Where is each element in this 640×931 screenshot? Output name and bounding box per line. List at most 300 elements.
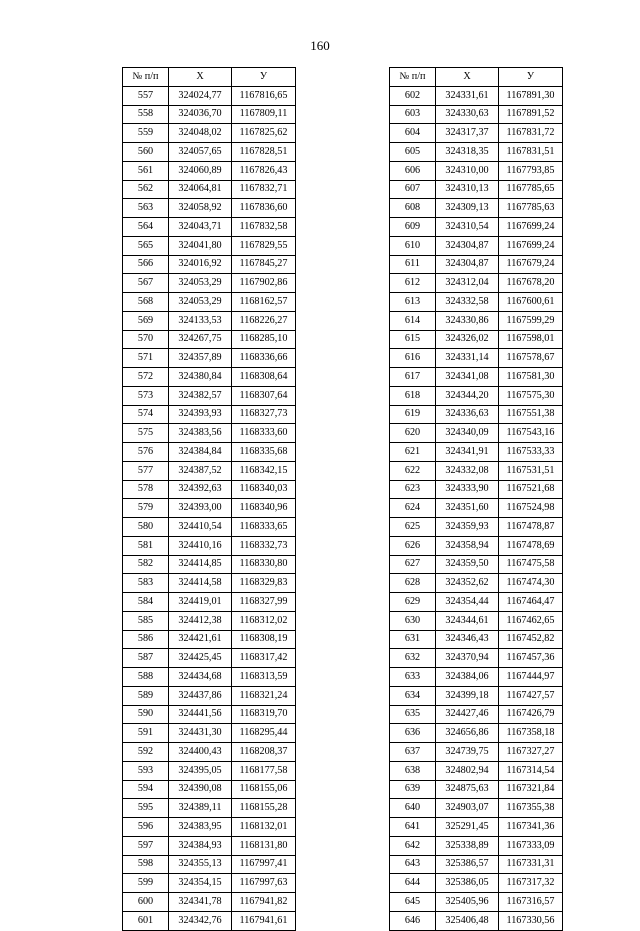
cell-number: 569 [123, 311, 169, 330]
cell-x: 324354,44 [436, 593, 499, 612]
table-row [390, 124, 563, 143]
cell-number: 572 [123, 368, 169, 387]
cell-number: 621 [390, 443, 436, 462]
cell-number: 599 [123, 874, 169, 893]
table-row [123, 743, 296, 762]
table-row [123, 180, 296, 199]
table-row [123, 574, 296, 593]
cell-x: 324419,01 [169, 593, 232, 612]
cell-x: 324875,63 [436, 780, 499, 799]
cell-number: 616 [390, 349, 436, 368]
table-row [123, 480, 296, 499]
cell-y: 1168312,02 [232, 611, 296, 630]
table-row [390, 911, 563, 930]
cell-number: 620 [390, 424, 436, 443]
table-row [390, 761, 563, 780]
cell-number: 630 [390, 611, 436, 630]
cell-x: 324332,08 [436, 461, 499, 480]
cell-number: 605 [390, 143, 436, 162]
cell-x: 324267,75 [169, 330, 232, 349]
cell-x: 324359,93 [436, 518, 499, 537]
cell-x: 324355,13 [169, 855, 232, 874]
cell-y: 1167444,97 [499, 668, 563, 687]
table-row [390, 330, 563, 349]
table-row [123, 724, 296, 743]
cell-y: 1167462,65 [499, 611, 563, 630]
cell-x: 324133,53 [169, 311, 232, 330]
cell-number: 592 [123, 743, 169, 762]
cell-y: 1167598,01 [499, 330, 563, 349]
cell-number: 638 [390, 761, 436, 780]
table-row [123, 274, 296, 293]
cell-y: 1167678,20 [499, 274, 563, 293]
cell-y: 1167317,32 [499, 874, 563, 893]
cell-x: 324333,90 [436, 480, 499, 499]
cell-y: 1168342,15 [232, 461, 296, 480]
cell-x: 325291,45 [436, 818, 499, 837]
table-row [390, 293, 563, 312]
cell-y: 1168333,65 [232, 518, 296, 537]
cell-y: 1167679,24 [499, 255, 563, 274]
cell-x: 324393,93 [169, 405, 232, 424]
cell-x: 324331,14 [436, 349, 499, 368]
cell-x: 324352,62 [436, 574, 499, 593]
cell-number: 600 [123, 893, 169, 912]
table-row [123, 424, 296, 443]
cell-x: 324410,16 [169, 536, 232, 555]
cell-x: 324421,61 [169, 630, 232, 649]
cell-number: 597 [123, 836, 169, 855]
cell-number: 645 [390, 893, 436, 912]
cell-x: 324384,06 [436, 668, 499, 687]
cell-x: 324383,95 [169, 818, 232, 837]
cell-number: 629 [390, 593, 436, 612]
coordinates-table-right [389, 67, 563, 931]
cell-y: 1168329,83 [232, 574, 296, 593]
cell-y: 1167891,52 [499, 105, 563, 124]
cell-x: 324332,58 [436, 293, 499, 312]
cell-y: 1167355,38 [499, 799, 563, 818]
cell-y: 1167816,65 [232, 86, 296, 105]
cell-number: 580 [123, 518, 169, 537]
table-row [123, 499, 296, 518]
cell-y: 1167578,67 [499, 349, 563, 368]
cell-y: 1167902,86 [232, 274, 296, 293]
table-row [123, 761, 296, 780]
table-row [390, 349, 563, 368]
table-row [123, 386, 296, 405]
table-row [390, 255, 563, 274]
cell-x: 324310,13 [436, 180, 499, 199]
cell-number: 570 [123, 330, 169, 349]
cell-x: 324016,92 [169, 255, 232, 274]
cell-number: 602 [390, 86, 436, 105]
cell-y: 1167575,30 [499, 386, 563, 405]
cell-y: 1168336,66 [232, 349, 296, 368]
table-row [123, 349, 296, 368]
table-row [123, 311, 296, 330]
cell-number: 587 [123, 649, 169, 668]
cell-y: 1167832,71 [232, 180, 296, 199]
cell-x: 324048,02 [169, 124, 232, 143]
table-row [390, 743, 563, 762]
table-row [123, 911, 296, 930]
cell-number: 577 [123, 461, 169, 480]
cell-y: 1167426,79 [499, 705, 563, 724]
cell-y: 1167457,36 [499, 649, 563, 668]
cell-y: 1167330,56 [499, 911, 563, 930]
cell-x: 325386,05 [436, 874, 499, 893]
cell-number: 626 [390, 536, 436, 555]
cell-y: 1167341,36 [499, 818, 563, 837]
cell-y: 1167600,61 [499, 293, 563, 312]
cell-y: 1167452,82 [499, 630, 563, 649]
cell-x: 324427,46 [436, 705, 499, 724]
cell-x: 324340,09 [436, 424, 499, 443]
header-x: Х [169, 68, 232, 87]
cell-y: 1168308,19 [232, 630, 296, 649]
table-row [123, 893, 296, 912]
cell-number: 628 [390, 574, 436, 593]
cell-x: 324739,75 [436, 743, 499, 762]
cell-number: 611 [390, 255, 436, 274]
table-row [390, 536, 563, 555]
cell-number: 558 [123, 105, 169, 124]
table-row [390, 161, 563, 180]
cell-y: 1167699,24 [499, 218, 563, 237]
table-row [390, 555, 563, 574]
cell-x: 324053,29 [169, 293, 232, 312]
cell-x: 324342,76 [169, 911, 232, 930]
cell-x: 324395,05 [169, 761, 232, 780]
table-row [390, 143, 563, 162]
cell-number: 627 [390, 555, 436, 574]
cell-x: 324058,92 [169, 199, 232, 218]
cell-y: 1167845,27 [232, 255, 296, 274]
cell-x: 324060,89 [169, 161, 232, 180]
table-row [390, 630, 563, 649]
cell-number: 642 [390, 836, 436, 855]
cell-y: 1168208,37 [232, 743, 296, 762]
cell-y: 1167358,18 [499, 724, 563, 743]
cell-x: 324382,57 [169, 386, 232, 405]
cell-number: 603 [390, 105, 436, 124]
cell-number: 586 [123, 630, 169, 649]
cell-number: 575 [123, 424, 169, 443]
table-row [123, 461, 296, 480]
table-row [390, 836, 563, 855]
table-row [390, 236, 563, 255]
cell-y: 1168330,80 [232, 555, 296, 574]
header-y: У [232, 68, 296, 87]
cell-number: 625 [390, 518, 436, 537]
cell-x: 325338,89 [436, 836, 499, 855]
cell-y: 1168177,58 [232, 761, 296, 780]
cell-x: 324041,80 [169, 236, 232, 255]
cell-x: 325405,96 [436, 893, 499, 912]
cell-number: 613 [390, 293, 436, 312]
cell-y: 1167531,51 [499, 461, 563, 480]
table-row [123, 255, 296, 274]
cell-number: 560 [123, 143, 169, 162]
cell-number: 609 [390, 218, 436, 237]
cell-number: 636 [390, 724, 436, 743]
cell-x: 324318,35 [436, 143, 499, 162]
cell-y: 1168332,73 [232, 536, 296, 555]
cell-y: 1167521,68 [499, 480, 563, 499]
cell-x: 324399,18 [436, 686, 499, 705]
cell-x: 324351,60 [436, 499, 499, 518]
cell-x: 324412,38 [169, 611, 232, 630]
cell-y: 1167543,16 [499, 424, 563, 443]
table-row [390, 593, 563, 612]
table-row [123, 855, 296, 874]
cell-y: 1167836,60 [232, 199, 296, 218]
cell-x: 324425,45 [169, 649, 232, 668]
table-row [123, 780, 296, 799]
cell-number: 641 [390, 818, 436, 837]
table-row [123, 143, 296, 162]
cell-y: 1167891,30 [499, 86, 563, 105]
cell-number: 564 [123, 218, 169, 237]
table-row [123, 368, 296, 387]
cell-number: 571 [123, 349, 169, 368]
cell-number: 601 [123, 911, 169, 930]
cell-x: 324384,93 [169, 836, 232, 855]
cell-x: 324354,15 [169, 874, 232, 893]
header-x: Х [436, 68, 499, 87]
cell-x: 324304,87 [436, 255, 499, 274]
cell-y: 1167316,57 [499, 893, 563, 912]
cell-number: 610 [390, 236, 436, 255]
cell-x: 324336,63 [436, 405, 499, 424]
table-row [123, 799, 296, 818]
cell-number: 582 [123, 555, 169, 574]
cell-y: 1168333,60 [232, 424, 296, 443]
cell-y: 1168308,64 [232, 368, 296, 387]
table-row [390, 480, 563, 499]
cell-y: 1167478,87 [499, 518, 563, 537]
cell-x: 324389,11 [169, 799, 232, 818]
cell-y: 1167599,29 [499, 311, 563, 330]
cell-y: 1167785,65 [499, 180, 563, 199]
cell-x: 324310,54 [436, 218, 499, 237]
cell-number: 557 [123, 86, 169, 105]
table-row [390, 405, 563, 424]
cell-number: 581 [123, 536, 169, 555]
cell-x: 324330,63 [436, 105, 499, 124]
cell-x: 324053,29 [169, 274, 232, 293]
cell-y: 1168340,03 [232, 480, 296, 499]
table-row [123, 443, 296, 462]
cell-y: 1168321,24 [232, 686, 296, 705]
table-row [123, 818, 296, 837]
cell-number: 622 [390, 461, 436, 480]
cell-y: 1167699,24 [499, 236, 563, 255]
cell-x: 324326,02 [436, 330, 499, 349]
cell-y: 1167941,61 [232, 911, 296, 930]
cell-number: 612 [390, 274, 436, 293]
table-row [390, 874, 563, 893]
cell-x: 324344,61 [436, 611, 499, 630]
table-row [123, 836, 296, 855]
cell-number: 646 [390, 911, 436, 930]
cell-y: 1167831,51 [499, 143, 563, 162]
cell-x: 324390,08 [169, 780, 232, 799]
table-row [390, 668, 563, 687]
cell-number: 590 [123, 705, 169, 724]
table-header-row [390, 68, 563, 87]
table-row [123, 686, 296, 705]
cell-y: 1167327,27 [499, 743, 563, 762]
cell-number: 559 [123, 124, 169, 143]
cell-number: 591 [123, 724, 169, 743]
cell-y: 1167475,58 [499, 555, 563, 574]
cell-number: 588 [123, 668, 169, 687]
cell-number: 576 [123, 443, 169, 462]
table-row [390, 218, 563, 237]
header-number: № п/п [390, 68, 436, 87]
cell-y: 1167321,84 [499, 780, 563, 799]
cell-x: 324064,81 [169, 180, 232, 199]
header-y: У [499, 68, 563, 87]
table-row [123, 199, 296, 218]
cell-y: 1167581,30 [499, 368, 563, 387]
table-row [123, 161, 296, 180]
cell-number: 623 [390, 480, 436, 499]
cell-number: 635 [390, 705, 436, 724]
cell-number: 578 [123, 480, 169, 499]
cell-x: 324802,94 [436, 761, 499, 780]
cell-y: 1168327,73 [232, 405, 296, 424]
cell-number: 595 [123, 799, 169, 818]
cell-x: 324341,78 [169, 893, 232, 912]
cell-y: 1168155,06 [232, 780, 296, 799]
cell-number: 585 [123, 611, 169, 630]
cell-number: 633 [390, 668, 436, 687]
cell-y: 1167825,62 [232, 124, 296, 143]
cell-x: 324383,56 [169, 424, 232, 443]
cell-y: 1167533,33 [499, 443, 563, 462]
table-row [390, 199, 563, 218]
cell-number: 584 [123, 593, 169, 612]
cell-y: 1168162,57 [232, 293, 296, 312]
table-row [390, 686, 563, 705]
cell-number: 632 [390, 649, 436, 668]
cell-x: 324656,86 [436, 724, 499, 743]
cell-x: 324043,71 [169, 218, 232, 237]
cell-x: 324380,84 [169, 368, 232, 387]
cell-number: 631 [390, 630, 436, 649]
table-row [123, 705, 296, 724]
table-row [390, 105, 563, 124]
cell-x: 324309,13 [436, 199, 499, 218]
cell-x: 324036,70 [169, 105, 232, 124]
header-number: № п/п [123, 68, 169, 87]
cell-x: 324359,50 [436, 555, 499, 574]
cell-x: 324384,84 [169, 443, 232, 462]
cell-x: 325406,48 [436, 911, 499, 930]
table-row [123, 105, 296, 124]
cell-x: 324341,91 [436, 443, 499, 462]
cell-x: 324317,37 [436, 124, 499, 143]
cell-y: 1167478,69 [499, 536, 563, 555]
table-row [390, 180, 563, 199]
cell-number: 565 [123, 236, 169, 255]
cell-y: 1168313,59 [232, 668, 296, 687]
cell-number: 563 [123, 199, 169, 218]
cell-number: 644 [390, 874, 436, 893]
cell-x: 324387,52 [169, 461, 232, 480]
cell-x: 324312,04 [436, 274, 499, 293]
cell-y: 1168131,80 [232, 836, 296, 855]
table-row [390, 574, 563, 593]
table-row [123, 330, 296, 349]
cell-number: 594 [123, 780, 169, 799]
table-row [390, 780, 563, 799]
cell-y: 1168340,96 [232, 499, 296, 518]
table-row [390, 386, 563, 405]
cell-number: 568 [123, 293, 169, 312]
table-row [123, 236, 296, 255]
cell-number: 634 [390, 686, 436, 705]
cell-number: 561 [123, 161, 169, 180]
cell-number: 639 [390, 780, 436, 799]
table-row [123, 293, 296, 312]
cell-number: 604 [390, 124, 436, 143]
table-row [390, 799, 563, 818]
cell-x: 324310,00 [436, 161, 499, 180]
table-row [390, 424, 563, 443]
cell-number: 566 [123, 255, 169, 274]
cell-x: 324393,00 [169, 499, 232, 518]
cell-number: 589 [123, 686, 169, 705]
cell-x: 324331,61 [436, 86, 499, 105]
coordinates-table-left [122, 67, 296, 931]
cell-x: 324414,85 [169, 555, 232, 574]
cell-number: 562 [123, 180, 169, 199]
table-row [390, 855, 563, 874]
cell-y: 1167427,57 [499, 686, 563, 705]
cell-x: 324903,07 [436, 799, 499, 818]
cell-number: 614 [390, 311, 436, 330]
cell-y: 1167314,54 [499, 761, 563, 780]
page-number: 160 [310, 38, 330, 53]
cell-number: 606 [390, 161, 436, 180]
cell-x: 324304,87 [436, 236, 499, 255]
cell-number: 619 [390, 405, 436, 424]
cell-y: 1168285,10 [232, 330, 296, 349]
cell-number: 583 [123, 574, 169, 593]
cell-y: 1168132,01 [232, 818, 296, 837]
cell-x: 324330,86 [436, 311, 499, 330]
cell-y: 1167829,55 [232, 236, 296, 255]
table-row [390, 705, 563, 724]
cell-number: 617 [390, 368, 436, 387]
cell-number: 598 [123, 855, 169, 874]
cell-y: 1167828,51 [232, 143, 296, 162]
table-row [390, 518, 563, 537]
cell-x: 325386,57 [436, 855, 499, 874]
cell-y: 1167331,31 [499, 855, 563, 874]
cell-number: 579 [123, 499, 169, 518]
cell-y: 1168335,68 [232, 443, 296, 462]
cell-y: 1167785,63 [499, 199, 563, 218]
table-row [390, 368, 563, 387]
table-row [123, 630, 296, 649]
cell-number: 567 [123, 274, 169, 293]
cell-number: 596 [123, 818, 169, 837]
